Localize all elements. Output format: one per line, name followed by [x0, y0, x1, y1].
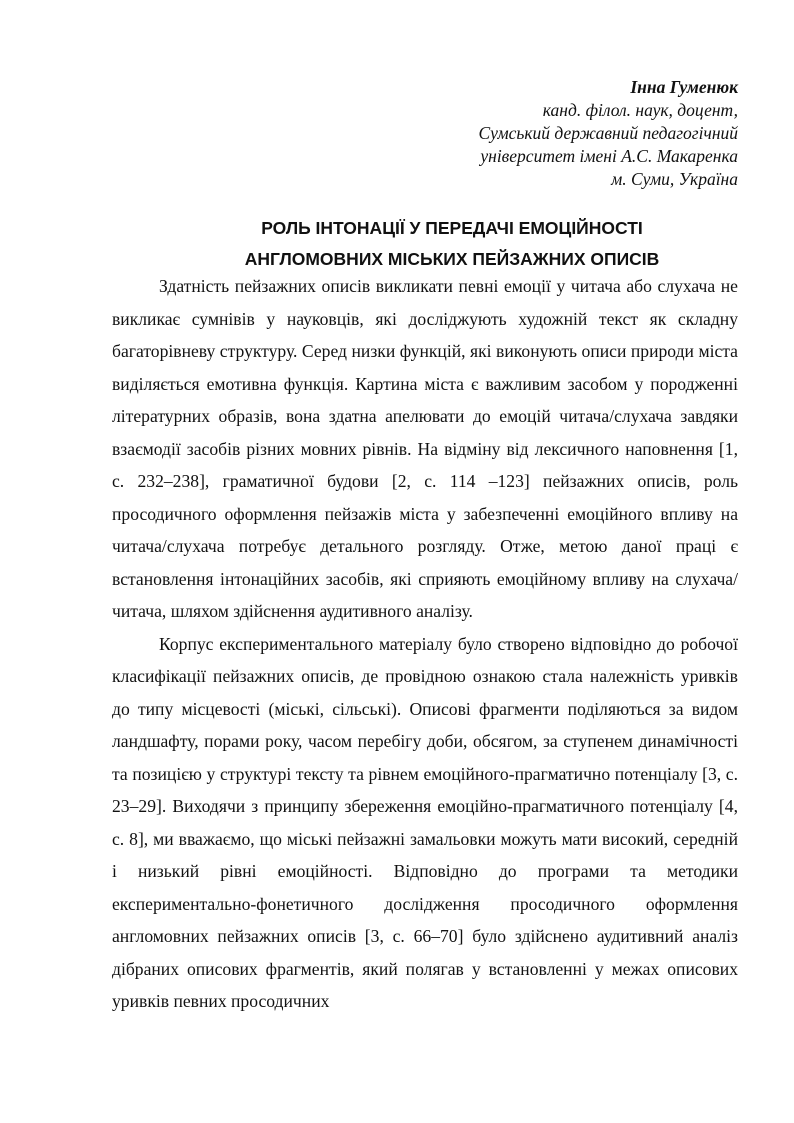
author-city: м. Суми, Україна — [611, 169, 738, 189]
author-block — [478, 76, 738, 191]
author-name: Інна Гуменюк — [630, 77, 738, 97]
article-body — [112, 270, 738, 1018]
paragraph-1: Здатність пейзажних описів викликати певні емоції у читача або слухача не викликає сумнівів у науковців, які досліджують художній текст як складну багаторівневу структуру. Серед низки функцій, які виконують описи природи міста виділяється емотивна функція. Картина міста є важливим засобом у породженні літературних образів, вона здатна апелювати до емоцій читача/слухача завдяки взаємодії засобів різних мовних рівнів. На відміну від лексичного наповнення [1, с. 232–238], граматичної будови [2, с. 114 –123] пейзажних описів, роль просодичного оформлення пейзажів міста у забезпеченні емоційного впливу на читача/слухача потребує детального розгляду. Отже, метою даної праці є встановлення інтонаційних засобів, які сприяють емоційному впливу на слухача/читача, шляхом здійснення аудитивного аналізу. — [112, 276, 738, 621]
author-degree: канд. філол. наук, доцент, — [542, 100, 738, 120]
article-title-line-1: РОЛЬ ІНТОНАЦІЇ У ПЕРЕДАЧІ ЕМОЦІЙНОСТІ — [261, 218, 643, 238]
paragraph-2: Корпус експериментального матеріалу було створено відповідно до робочої класифікації пейзажних описів, де провідною ознакою стала належність уривків до типу місцевості (міські, сільські). Описові фрагменти поділяються за видом ландшафту, порами року, часом перебігу доби, обсягом, за ступенем динамічності та позицією у структурі тексту та рівнем емоційного-прагматично потенціалу [3, с. 23–29]. Виходячи з принципу збереження емоційно-прагматичного потенціалу [4, с. 8], ми вважаємо, що міські пейзажні замальовки можуть мати високий, середній і низький рівні емоційності. Відповідно до програми та методики експериментально-фонетичного дослідження просодичного оформлення англомовних пейзажних описів [3, с. 66–70] було здійснено аудитивний аналіз дібраних описових фрагментів, який полягав у встановленні у межах описових уривків певних просодичних — [112, 633, 738, 1011]
article-title-line-2: АНГЛОМОВНИХ МІСЬКИХ ПЕЙЗАЖНИХ ОПИСІВ — [244, 249, 660, 269]
author-institution-line-2: університет імені А.С. Макаренка — [480, 146, 738, 166]
article-title — [112, 213, 792, 275]
author-institution-line-1: Сумський державний педагогічний — [478, 123, 738, 143]
